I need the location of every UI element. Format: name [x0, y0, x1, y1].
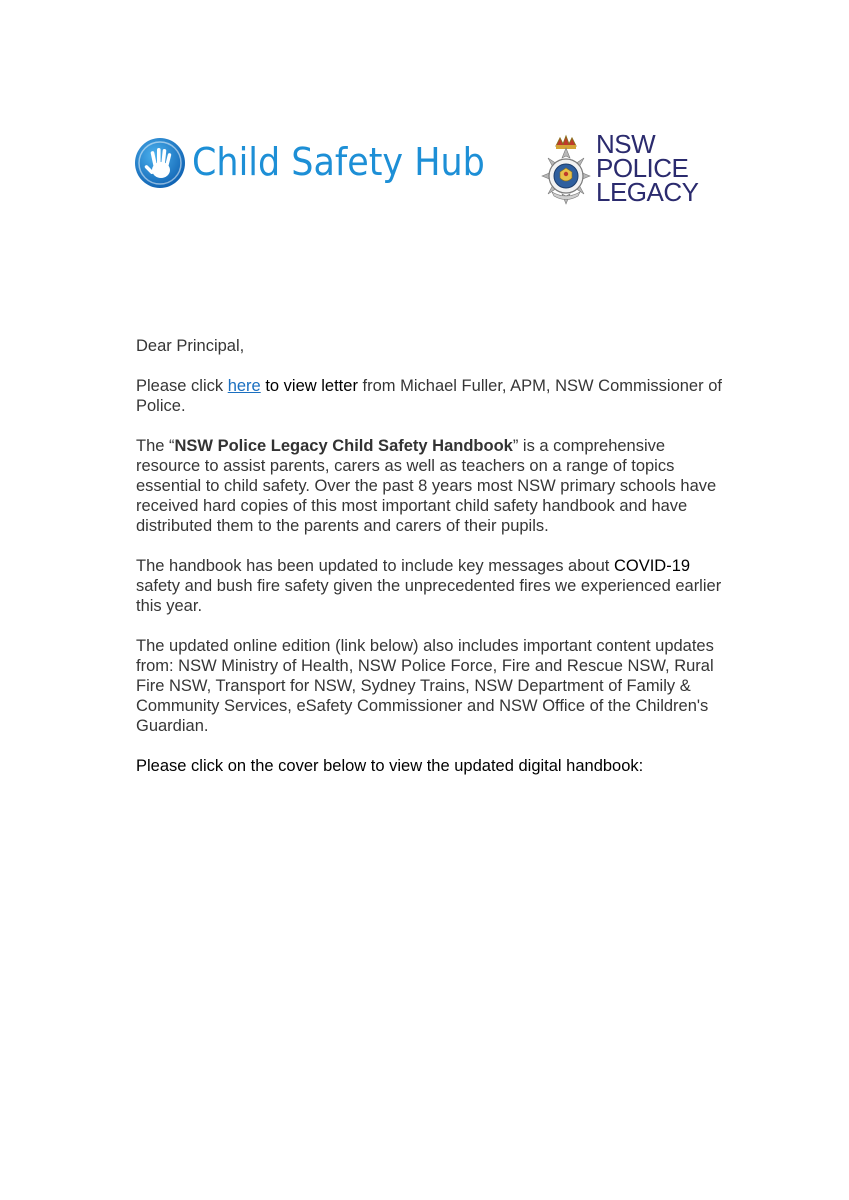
p3-after: safety and bush fire safety given the unprecedented fires we experienced earlier this year. — [136, 577, 722, 615]
hand-print-circle-icon — [134, 137, 186, 189]
police-crest-icon — [540, 134, 592, 206]
salutation: Dear Principal, — [136, 337, 245, 355]
paragraph-content-updates: The updated online edition (link below) also includes important content updates from: NSW Ministry of Health, NSW Police Force, Fire and Rescue NSW, Rural Fire NSW, Transport for NSW, Sydney Trains, NSW Department of Family & Community Services, eSafety Commissioner and NSW Office of the Children's Guardian. — [136, 637, 714, 735]
p1-after: from Michael Fuller, APM, NSW Commissioner of Police. — [136, 377, 722, 415]
hub-logo-text: Child Safety Hub — [192, 140, 485, 184]
nsw-police-legacy-logo — [540, 129, 720, 212]
paragraph-commissioner-letter — [136, 376, 726, 416]
here-link[interactable]: here — [227, 377, 261, 395]
paragraph-cover-instruction: Please click on the cover below to view the updated digital handbook: — [136, 757, 644, 775]
p3-before: The handbook has been updated to include key messages about — [136, 557, 614, 575]
police-logo-line: POLICE — [596, 153, 689, 183]
paragraph-handbook-intro — [136, 436, 726, 536]
p3-covid: COVID-19 — [613, 557, 691, 575]
letter-body — [136, 336, 726, 796]
handbook-title: NSW Police Legacy Child Safety Handbook — [174, 437, 513, 455]
letter-header — [0, 0, 849, 230]
police-logo-line: NSW — [596, 129, 656, 159]
police-logo-line: LEGACY — [596, 177, 699, 207]
p1-before-link: Please click — [136, 377, 228, 395]
police-logo-text — [596, 129, 699, 207]
p1-view-letter: to view letter — [260, 377, 358, 395]
p2-suffix: ” is a comprehensive resource to assist parents, carers as well as teachers on a range of topics essential to child safety. Over the past 8 years most NSW primary schools have received hard copies of this most important child safety handbook and have distributed them to the parents and carers of their pupils. — [136, 437, 717, 535]
p2-prefix: The “ — [136, 437, 175, 455]
child-safety-hub-logo — [134, 134, 494, 194]
paragraph-covid-update — [136, 556, 726, 616]
